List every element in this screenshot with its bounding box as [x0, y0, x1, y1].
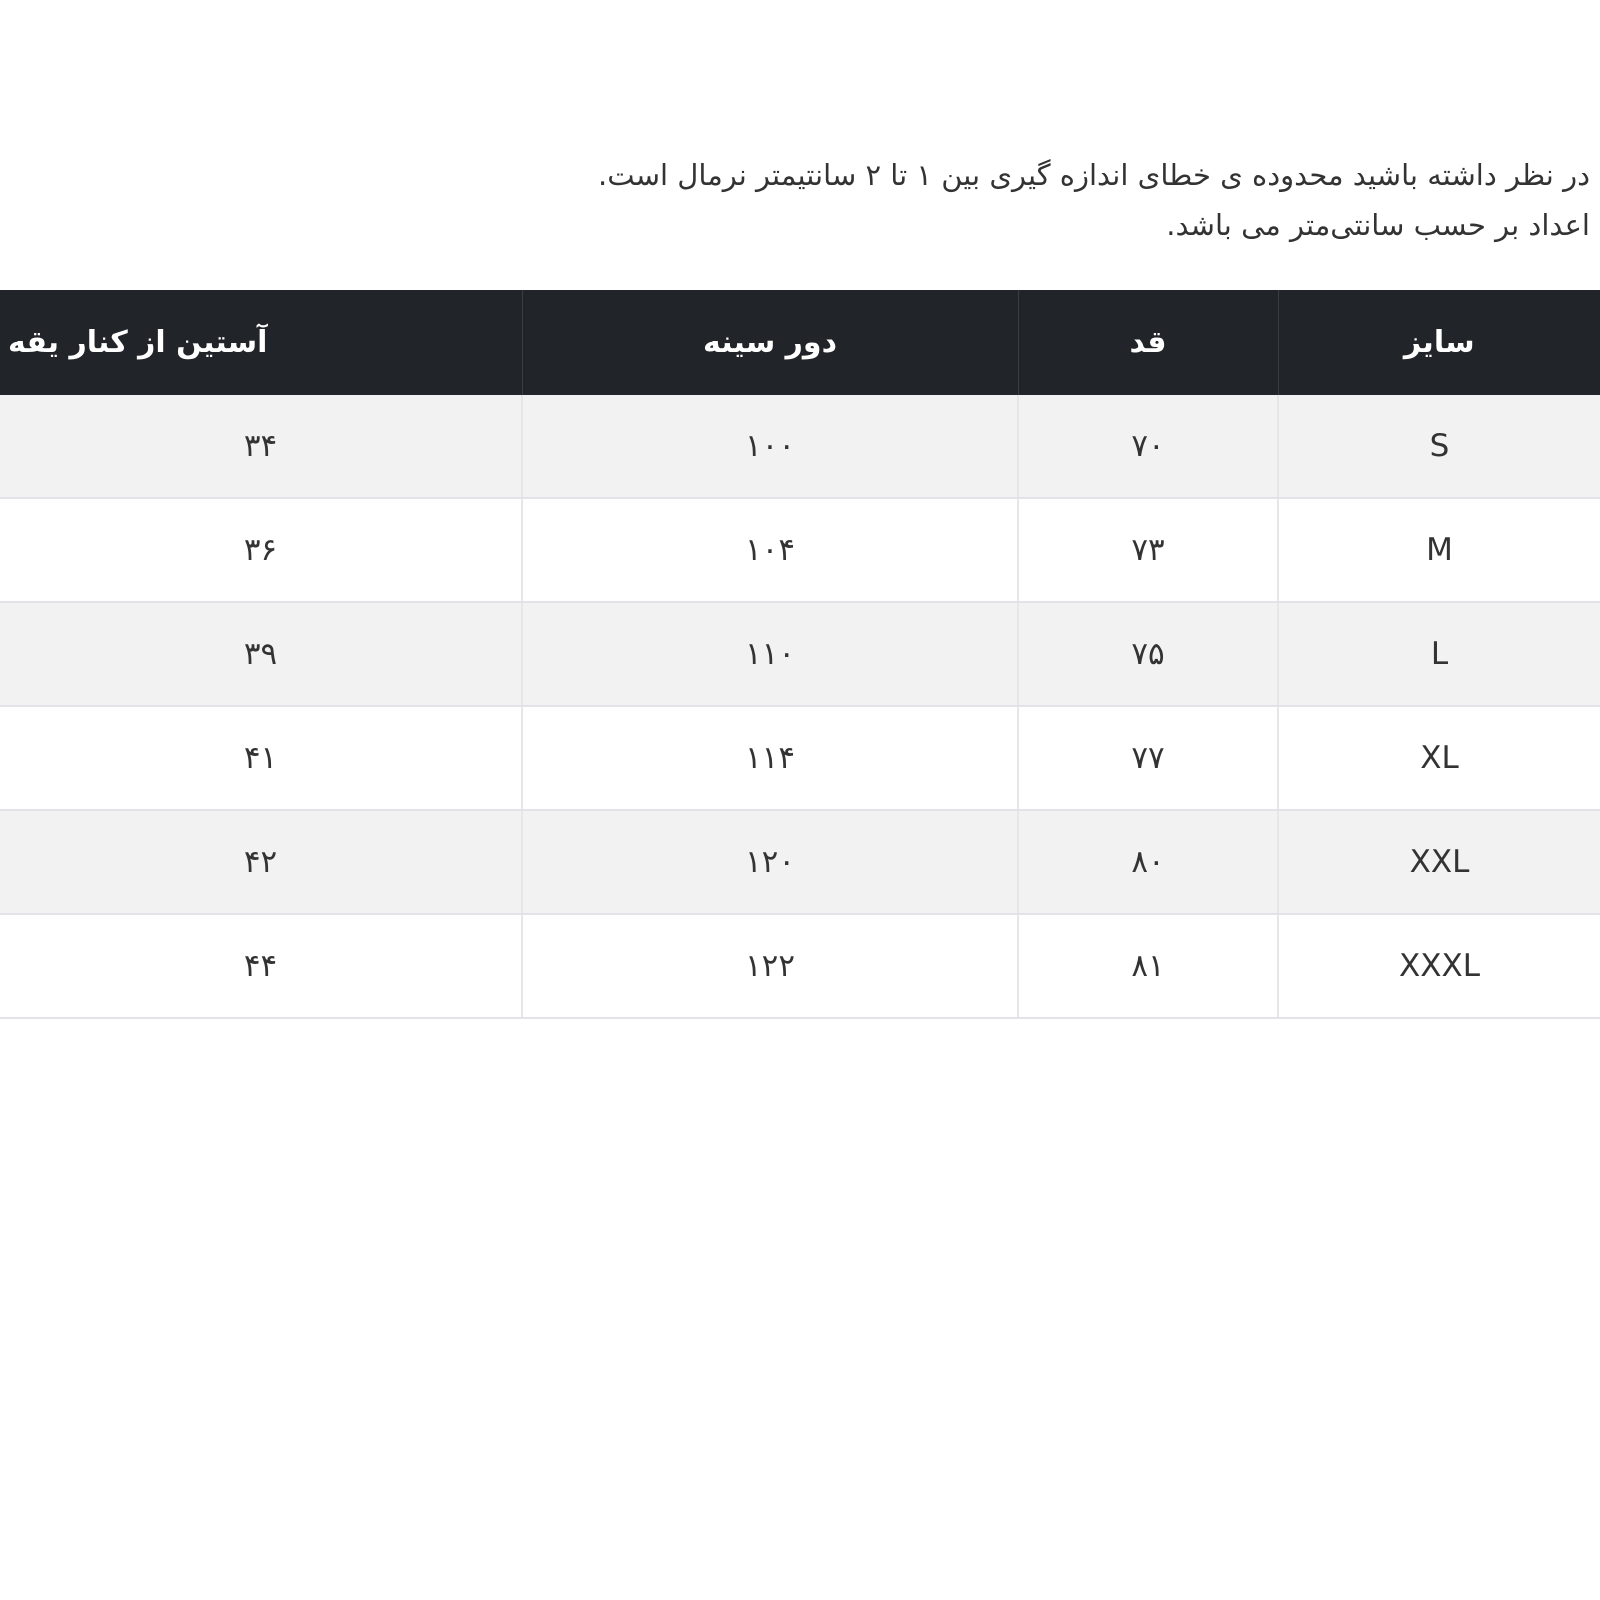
table-body: [0, 395, 1600, 1018]
cell-chest: ۱۰۴: [522, 498, 1018, 602]
table-row: [0, 602, 1600, 706]
cell-length: ۷۵: [1018, 602, 1278, 706]
cell-sleeve: ۳۴: [0, 395, 522, 498]
cell-length: ۷۳: [1018, 498, 1278, 602]
header-length: قد: [1018, 290, 1278, 395]
cell-chest: ۱۰۰: [522, 395, 1018, 498]
note-measurement-error: در نظر داشته باشید محدوده ی خطای اندازه گیری بین ۱ تا ۲ سانتیمتر نرمال است.: [598, 158, 1590, 192]
table-header: [0, 290, 1600, 395]
header-sleeve: آستین از کنار یقه: [0, 290, 522, 395]
cell-length: ۸۰: [1018, 810, 1278, 914]
table-row: [0, 914, 1600, 1018]
cell-sleeve: ۴۴: [0, 914, 522, 1018]
cell-size: S: [1278, 395, 1600, 498]
cell-length: ۸۱: [1018, 914, 1278, 1018]
cell-chest: ۱۱۰: [522, 602, 1018, 706]
size-chart-table: [0, 290, 1600, 1019]
table-row: [0, 498, 1600, 602]
cell-sleeve: ۳۶: [0, 498, 522, 602]
cell-sleeve: ۴۱: [0, 706, 522, 810]
table-row: [0, 706, 1600, 810]
cell-sleeve: ۴۲: [0, 810, 522, 914]
cell-chest: ۱۲۰: [522, 810, 1018, 914]
cell-size: XXL: [1278, 810, 1600, 914]
header-row: [0, 290, 1600, 395]
header-chest: دور سینه: [522, 290, 1018, 395]
cell-length: ۷۰: [1018, 395, 1278, 498]
cell-sleeve: ۳۹: [0, 602, 522, 706]
cell-chest: ۱۱۴: [522, 706, 1018, 810]
note-units: اعداد بر حسب سانتی‌متر می باشد.: [1166, 208, 1590, 242]
table-row: [0, 810, 1600, 914]
cell-size: M: [1278, 498, 1600, 602]
cell-size: XL: [1278, 706, 1600, 810]
measurement-notes: [10, 150, 1590, 250]
cell-size: L: [1278, 602, 1600, 706]
cell-length: ۷۷: [1018, 706, 1278, 810]
table-row: [0, 395, 1600, 498]
cell-size: XXXL: [1278, 914, 1600, 1018]
cell-chest: ۱۲۲: [522, 914, 1018, 1018]
header-size: سایز: [1278, 290, 1600, 395]
